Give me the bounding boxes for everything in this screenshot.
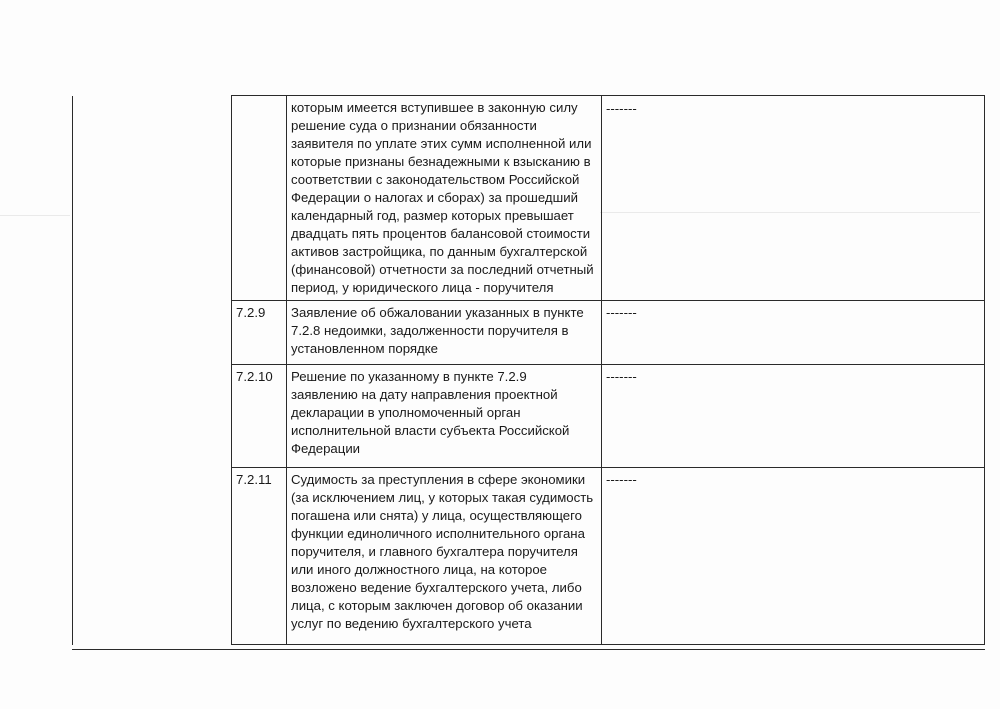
row-description: которым имеется вступившее в законную силу решение суда о признании обязанности заявителя по уплате этих сумм исполненной или которые признаны безнадежными к взысканию в соответствии с законодательством Российской Федерации о налогах и сборах) за прошедший календарный год, размер которых превышает двадцать пять процентов балансовой стоимости активов застройщика, по данным бухгалтерской (финансовой) отчетности за последний отчетный период, у юридического лица - поручителя bbox=[287, 96, 602, 301]
table-row bbox=[73, 468, 985, 645]
row-value: ------- bbox=[602, 301, 985, 365]
row-description: Решение по указанному в пункте 7.2.9 заявлению на дату направления проектной декларации в уполномоченный орган исполнительной власти субъекта Российской Федерации bbox=[287, 365, 602, 468]
row-value: ------- bbox=[602, 468, 985, 645]
row-description: Заявление об обжаловании указанных в пункте 7.2.8 недоимки, задолженности поручителя в установленном порядке bbox=[287, 301, 602, 365]
row-value: ------- bbox=[602, 96, 985, 301]
row-number bbox=[232, 96, 287, 301]
disclosure-table bbox=[72, 95, 985, 645]
scan-artifact bbox=[0, 215, 70, 216]
table-row bbox=[73, 96, 985, 301]
row-number: 7.2.10 bbox=[232, 365, 287, 468]
table-row bbox=[73, 365, 985, 468]
outer-column-cell bbox=[73, 301, 232, 365]
outer-column-cell bbox=[73, 365, 232, 468]
table-bottom-border bbox=[72, 649, 985, 650]
table-row bbox=[73, 301, 985, 365]
row-value: ------- bbox=[602, 365, 985, 468]
outer-column-cell bbox=[73, 96, 232, 301]
outer-column-cell bbox=[73, 468, 232, 645]
row-description: Судимость за преступления в сфере экономики (за исключением лиц, у которых такая судимость погашена или снята) у лица, осуществляющего функции единоличного исполнительного органа поручителя, и главного бухгалтера поручителя или иного должностного лица, на которое возложено ведение бухгалтерского учета, либо лица, с которым заключен договор об оказании услуг по ведению бухгалтерского учета bbox=[287, 468, 602, 645]
row-number: 7.2.11 bbox=[232, 468, 287, 645]
row-number: 7.2.9 bbox=[232, 301, 287, 365]
